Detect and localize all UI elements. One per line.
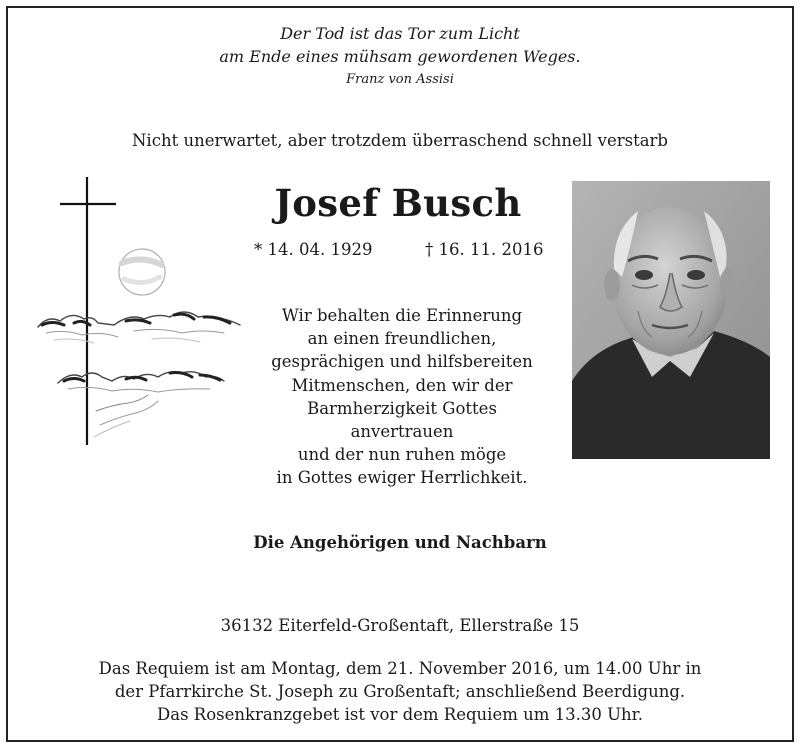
verse-line: an einen freundlichen,: [307, 329, 497, 349]
verse-text: [232, 304, 572, 490]
verse-line: anvertrauen: [350, 422, 454, 442]
verse-line: Wir behalten die Erinnerung: [281, 306, 523, 325]
verse-line: und der nun ruhen möge: [297, 445, 507, 465]
portrait-photo: [572, 181, 770, 459]
intro-text: Nicht unerwartet, aber trotzdem überraschend schnell verstarb: [131, 131, 668, 150]
quote-line-1: Der Tod ist das Tor zum Licht: [280, 24, 520, 43]
verse-line: in Gottes ewiger Herrlichkeit.: [276, 468, 528, 488]
deceased-name: Josef Busch: [274, 181, 522, 225]
verse-line: Barmherzigkeit Gottes: [307, 398, 497, 418]
address-line: 36132 Eiterfeld-Großentaft, Ellerstraße 15: [220, 616, 580, 635]
requiem-line: Das Requiem ist am Montag, dem 21. November 2016, um 14.00 Uhr in: [98, 659, 702, 678]
birth-date: * 14. 04. 1929: [254, 240, 373, 259]
quote-author: Franz von Assisi: [346, 72, 454, 87]
verse-line: Mitmenschen, den wir der: [291, 375, 513, 395]
quote-line-2: am Ende eines mühsam gewordenen Weges.: [219, 47, 581, 66]
landscape-sketch-icon: [38, 249, 240, 437]
death-date: † 16. 11. 2016: [425, 240, 544, 259]
verse-line: gesprächigen und hilfsbereiten: [271, 352, 533, 372]
requiem-info: [0, 657, 800, 726]
requiem-line: der Pfarrkirche St. Joseph zu Großentaft; anschließend Beerdigung.: [114, 682, 686, 701]
requiem-line: Das Rosenkranzgebet ist vor dem Requiem um 13.30 Uhr.: [157, 705, 643, 724]
family-signature: Die Angehörigen und Nachbarn: [253, 533, 547, 552]
